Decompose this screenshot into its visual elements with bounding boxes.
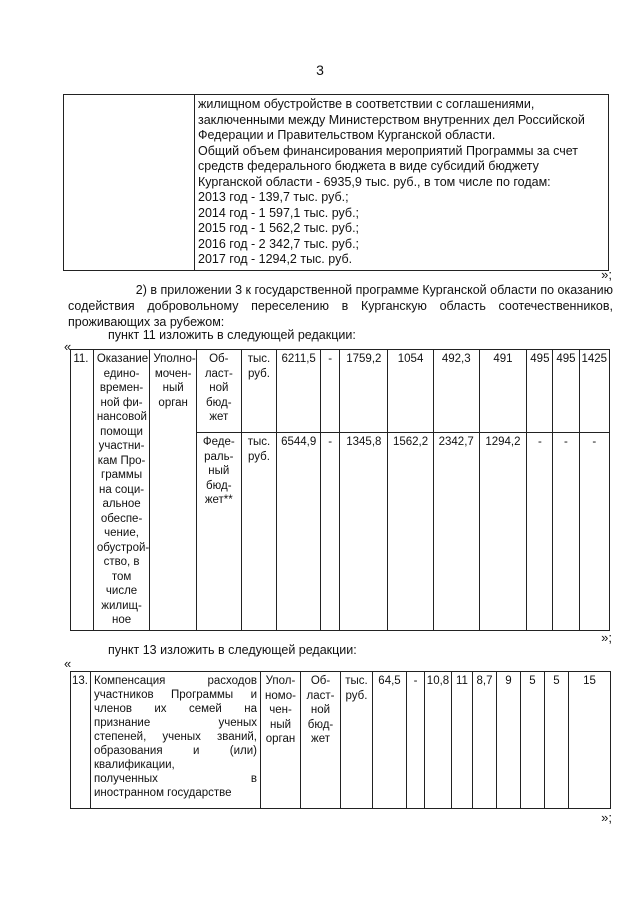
- value-cell: 5: [521, 672, 545, 809]
- text-line: раль-: [204, 450, 234, 463]
- value-cell: 10,8: [425, 672, 452, 809]
- row-number: 13.: [71, 672, 91, 809]
- text-line: помощи: [100, 425, 143, 438]
- row-number: 11.: [71, 350, 94, 631]
- unit-cell: [341, 672, 373, 809]
- text-line: 2017 год - 1294,2 тыс. руб.: [198, 252, 353, 266]
- table-row: [71, 350, 610, 433]
- text-line: ный: [269, 718, 292, 731]
- text-line: степеней, ученых званий,: [94, 731, 257, 743]
- text-line: Об-: [310, 675, 331, 687]
- value-cell: 495: [553, 350, 579, 433]
- paragraph-line: 2) в приложении 3 к государственной программе Курганской области по оказанию: [135, 283, 613, 297]
- text-line: Федерации и Правительством Курганской области.: [198, 128, 496, 142]
- text-line: чение,: [104, 527, 139, 539]
- text-line: образования и (или): [94, 745, 257, 757]
- value-cell: -: [320, 433, 340, 631]
- paragraph-line: содействия добровольному переселению в Курганскую область соотечественников,: [68, 299, 613, 313]
- text-line: Курганской области - 6935,9 тыс. руб., в том числе по годам:: [198, 174, 551, 189]
- text-line: ный: [208, 465, 230, 477]
- value-cell: 1425: [579, 350, 610, 433]
- value-cell: -: [407, 672, 425, 809]
- text-line: иностранном государстве: [94, 787, 232, 799]
- value-cell: 6211,5: [277, 350, 320, 433]
- text-line: бюд-: [206, 396, 232, 409]
- text-line: жет**: [204, 494, 233, 506]
- value-cell: 1345,8: [340, 433, 388, 631]
- table-row: [64, 95, 609, 271]
- item13-table: [70, 671, 611, 809]
- value-cell: 2342,7: [433, 433, 479, 631]
- executor-cell: [150, 350, 197, 631]
- text-line: Уполно-: [153, 353, 196, 365]
- text-line: орган: [265, 733, 296, 745]
- text-line: заключенными между Министерством внутренних дел Российской: [198, 112, 585, 127]
- text-line: тыс.: [247, 353, 271, 365]
- empty-cell: [64, 95, 195, 271]
- closing-quote: »;: [601, 267, 612, 282]
- value-cell: -: [320, 350, 340, 433]
- text-line: том числе: [105, 570, 138, 597]
- text-line: 2016 год - 2 342,7 тыс. руб.;: [198, 236, 360, 251]
- value-cell: 6544,9: [277, 433, 320, 631]
- unit-cell: [241, 433, 277, 631]
- text-line: 2015 год - 1 562,2 тыс. руб.;: [198, 221, 360, 235]
- text-line: едино-: [103, 367, 140, 380]
- executor-cell: [261, 672, 301, 809]
- value-cell: 64,5: [373, 672, 407, 809]
- measure-name: [91, 672, 261, 809]
- funding-source: [197, 433, 242, 631]
- value-cell: -: [553, 433, 579, 631]
- text-line: времен-: [99, 382, 144, 394]
- value-cell: 5: [545, 672, 569, 809]
- text-line: жилищ-: [101, 599, 142, 612]
- text-line: ласт-: [204, 367, 233, 380]
- text-line: нансовой: [96, 411, 147, 423]
- text-line: граммы: [101, 469, 143, 481]
- text-line: ной фи-: [100, 396, 143, 409]
- financing-text-cell: [195, 95, 609, 271]
- text-line: руб.: [345, 689, 368, 702]
- page-number: 3: [316, 62, 324, 78]
- value-cell: 1054: [388, 350, 434, 433]
- text-line: ной: [310, 704, 331, 716]
- text-line: ное: [111, 614, 132, 626]
- text-line: на соци-: [99, 483, 145, 496]
- value-cell: 491: [479, 350, 527, 433]
- text-line: ный: [162, 382, 184, 394]
- text-line: жет: [311, 733, 330, 745]
- paragraph-line: проживающих за рубежом:: [68, 315, 225, 329]
- value-cell: -: [579, 433, 610, 631]
- text-line: жилищном обустройстве в соответствии с соглашениями,: [198, 97, 535, 111]
- text-line: ласт-: [306, 689, 335, 702]
- text-line: обустрой-: [96, 541, 150, 554]
- text-line: Общий объем финансирования мероприятий Программы за счет: [198, 143, 578, 158]
- text-line: ство, в: [103, 556, 140, 568]
- unit-cell: [241, 350, 277, 433]
- item11-intro: пункт 11 изложить в следующей редакции:: [108, 328, 356, 342]
- text-line: мочен-: [154, 367, 192, 380]
- text-line: участников Программы и: [94, 689, 257, 701]
- item11-table: [70, 349, 610, 631]
- text-line: 2014 год - 1 597,1 тыс. руб.;: [198, 205, 360, 220]
- value-cell: 492,3: [433, 350, 479, 433]
- text-line: бюд-: [206, 479, 232, 492]
- text-line: средств федерального бюджета в виде субсидий бюджету: [198, 159, 539, 173]
- value-cell: 9: [497, 672, 521, 809]
- funding-source: [197, 350, 242, 433]
- text-line: обеспе-: [100, 512, 143, 525]
- closing-quote: »;: [601, 630, 612, 645]
- text-line: ной: [209, 382, 229, 394]
- text-line: бюд-: [307, 718, 334, 731]
- text-line: орган: [158, 396, 188, 409]
- text-line: полученных в: [94, 773, 257, 785]
- value-cell: 495: [527, 350, 553, 433]
- text-line: признание ученых: [94, 717, 257, 729]
- closing-quote: »;: [601, 810, 612, 825]
- text-line: тыс.: [247, 436, 271, 448]
- text-line: жет: [209, 411, 229, 423]
- value-cell: 11: [452, 672, 473, 809]
- value-cell: -: [527, 433, 553, 631]
- text-line: Компенсация расходов: [94, 675, 257, 687]
- text-line: участни-: [98, 440, 145, 452]
- text-line: руб.: [248, 450, 270, 463]
- text-line: 2013 год - 139,7 тыс. руб.;: [198, 190, 349, 204]
- value-cell: 1294,2: [479, 433, 527, 631]
- text-line: кам Про-: [97, 454, 146, 467]
- program-passport-table: [63, 94, 609, 271]
- text-line: Оказание: [96, 353, 149, 365]
- text-line: Об-: [209, 353, 229, 365]
- table-row: [71, 672, 611, 809]
- measure-name: [93, 350, 150, 631]
- text-line: альное: [102, 498, 141, 510]
- opening-quote: «: [64, 339, 72, 354]
- funding-source: [301, 672, 341, 809]
- value-cell: 1562,2: [388, 433, 434, 631]
- text-line: членов их семей на: [94, 703, 257, 715]
- text-line: Упол-: [265, 675, 296, 687]
- value-cell: 8,7: [473, 672, 497, 809]
- value-cell: 1759,2: [340, 350, 388, 433]
- text-line: квалификации,: [94, 759, 175, 771]
- text-line: Феде-: [202, 436, 235, 448]
- item13-intro: пункт 13 изложить в следующей редакции:: [108, 643, 357, 657]
- text-line: руб.: [248, 367, 270, 380]
- value-cell: 15: [569, 672, 611, 809]
- text-line: чен-: [269, 704, 292, 716]
- text-line: номо-: [265, 689, 296, 702]
- opening-quote: «: [64, 656, 72, 671]
- text-line: тыс.: [345, 675, 368, 687]
